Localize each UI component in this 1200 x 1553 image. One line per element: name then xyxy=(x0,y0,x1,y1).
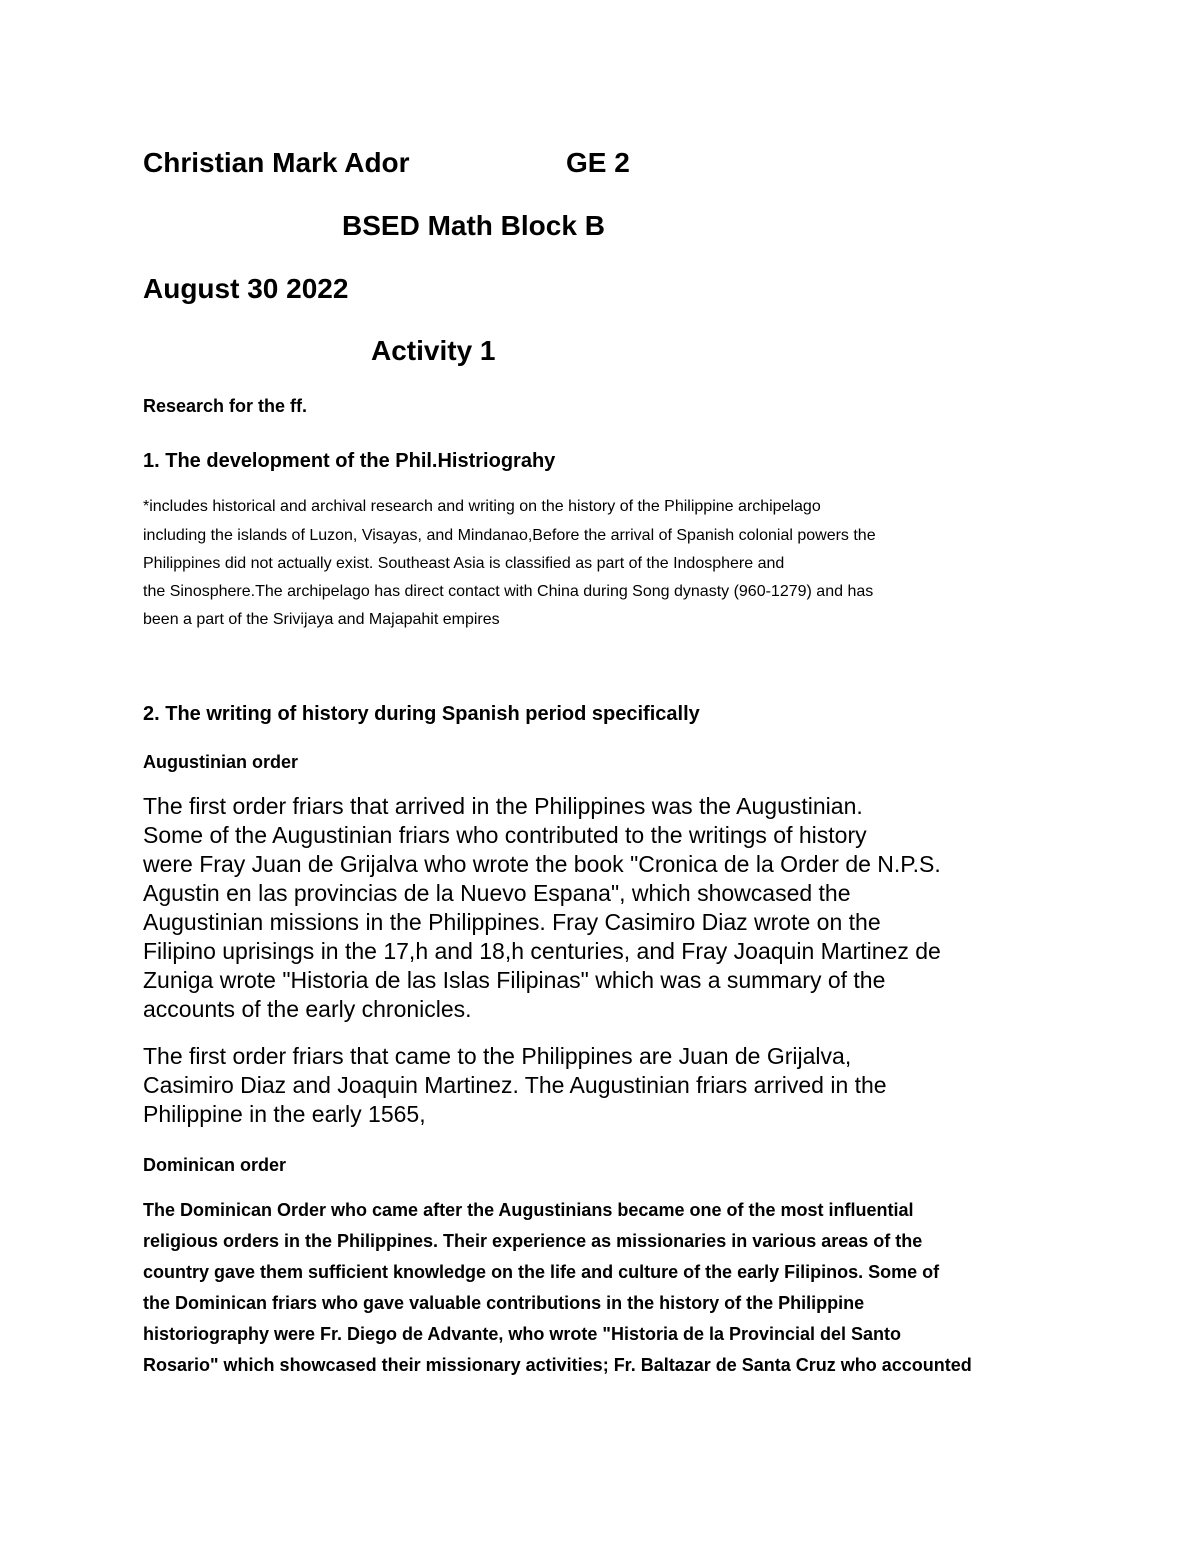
section-2-heading: 2. The writing of history during Spanish period specifically xyxy=(143,703,700,725)
augustinian-para1-line: Augustinian missions in the Philippines. Fray Casimiro Diaz wrote on the xyxy=(143,909,881,935)
augustinian-para1-line: were Fray Juan de Grijalva who wrote the book "Cronica de la Order de N.P.S. xyxy=(143,851,941,877)
augustinian-heading: Augustinian order xyxy=(143,752,299,772)
author-name: Christian Mark Ador xyxy=(143,147,410,178)
augustinian-para1-line: The first order friars that arrived in the Philippines was the Augustinian. xyxy=(143,793,863,819)
intro-text: Research for the ff. xyxy=(143,396,308,416)
augustinian-para1-line: Agustin en las provincias de la Nuevo Espana", which showcased the xyxy=(143,880,851,906)
dominican-line: country gave them sufficient knowledge on the life and culture of the early Filipinos. Some of xyxy=(143,1262,940,1282)
augustinian-para2-line: The first order friars that came to the Philippines are Juan de Grijalva, xyxy=(143,1043,852,1069)
dominican-heading: Dominican order xyxy=(143,1155,287,1175)
section-1-line: the Sinosphere.The archipelago has direct contact with China during Song dynasty (960-1279) and has xyxy=(143,583,874,600)
augustinian-para2-line: Casimiro Diaz and Joaquin Martinez. The Augustinian friars arrived in the xyxy=(143,1072,887,1098)
dominican-line: religious orders in the Philippines. Their experience as missionaries in various areas of the xyxy=(143,1231,923,1251)
document-date: August 30 2022 xyxy=(143,273,349,304)
section-1-line: Philippines did not actually exist. Southeast Asia is classified as part of the Indosphere and xyxy=(143,555,785,572)
augustinian-para2-line: Philippine in the early 1565, xyxy=(143,1101,426,1127)
dominican-line: The Dominican Order who came after the Augustinians became one of the most influential xyxy=(143,1200,914,1220)
dominican-line: historiography were Fr. Diego de Advante, who wrote "Historia de la Provincial del Santo xyxy=(143,1324,902,1344)
section-1-line: including the islands of Luzon, Visayas, and Mindanao,Before the arrival of Spanish colonial powers the xyxy=(143,527,876,544)
dominican-line: the Dominican friars who gave valuable contributions in the history of the Philippine xyxy=(143,1293,865,1313)
section-1-heading: 1. The development of the Phil.Histriograhy xyxy=(143,450,556,472)
augustinian-para1-line: Filipino uprisings in the 17,h and 18,h centuries, and Fray Joaquin Martinez de xyxy=(143,938,941,964)
augustinian-para1-line: Some of the Augustinian friars who contributed to the writings of history xyxy=(143,822,867,848)
dominican-line: Rosario" which showcased their missionary activities; Fr. Baltazar de Santa Cruz who accounted xyxy=(143,1355,972,1375)
augustinian-para1-line: Zuniga wrote "Historia de las Islas Filipinas" which was a summary of the xyxy=(143,967,886,993)
section-1-line: been a part of the Srivijaya and Majapahit empires xyxy=(143,611,500,628)
program-block: BSED Math Block B xyxy=(342,210,605,241)
augustinian-para1-line: accounts of the early chronicles. xyxy=(143,996,472,1022)
course-code: GE 2 xyxy=(566,147,630,178)
section-1-line: *includes historical and archival research and writing on the history of the Philippine archipelago xyxy=(143,498,821,515)
activity-title: Activity 1 xyxy=(371,335,496,366)
